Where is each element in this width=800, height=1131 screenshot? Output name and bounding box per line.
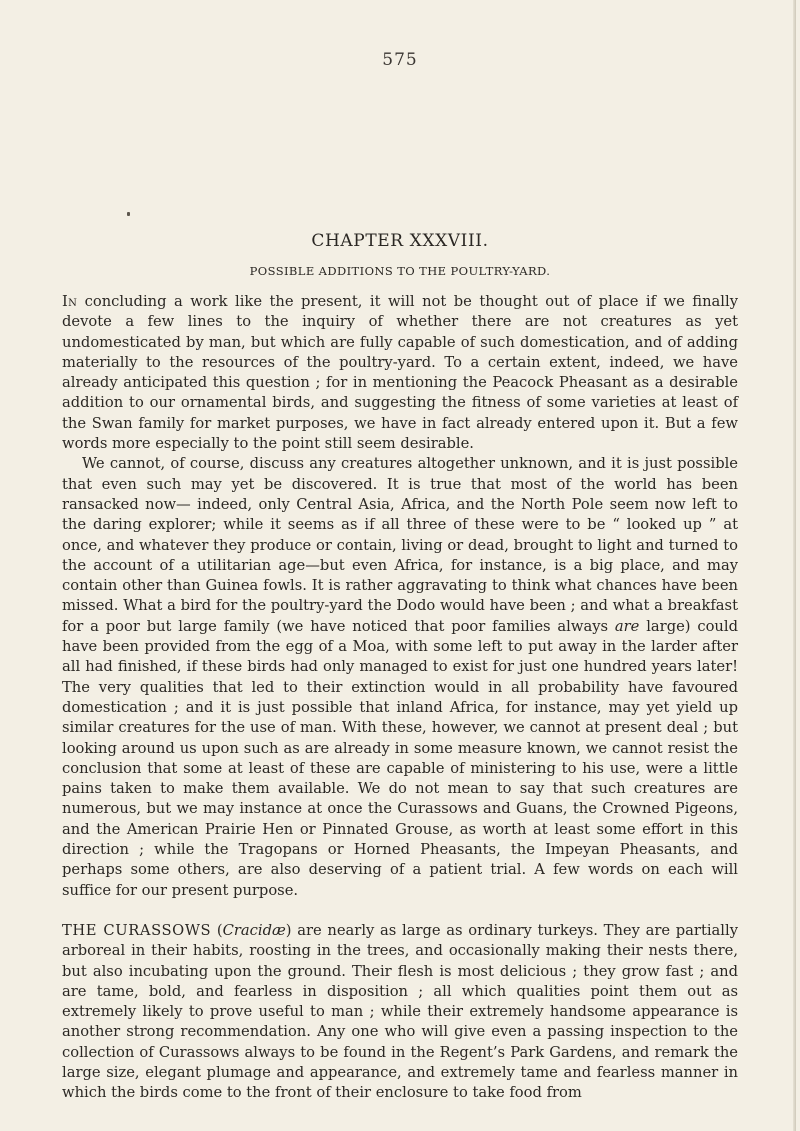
paragraph-curassows: [62, 921, 738, 1104]
paragraph-text: ) are nearly as large as ordinary turkeys. They are partially arboreal in their habits, roosting in the trees, and occasionally making their nests there, but also incubating upon the ground. Their flesh is most delicious ; they grow fast ; and are tame, bold, and fearless in disposition ; all which qualities point them out as extremely likely to prove useful to man ; while their extremely handsome appearance is another strong recommendation. Any one who will give even a passing inspection to the collection of Curassows always to be found in the Regent’s Park Gardens, and remark the large size, elegant plumage and appearance, and extremely tame and fearless manner in which the birds come to the front of their enclosure to take food from: [62, 921, 738, 1102]
body-text: [62, 292, 738, 1104]
section-heading-inline: THE CURASSOWS: [62, 921, 212, 939]
paragraph-text: large) could have been provided from the egg of a Moa, with some left to put away in the larder after all had finished, if these birds had only managed to exist for just one hundred years later! The very qualities that led to their extinction would in all probability have favoured domestication ; and it is just possible that inland Africa, for instance, may yet yield up similar creatures for the use of man. With these, however, we cannot at present deal ; but looking around us upon such as are already in some measure known, we cannot resist the conclusion that some at least of these are capable of ministering to his use, were a little pains taken to make them available. We do not mean to say that such creatures are numerous, but we may instance at once the Curassows and Guans, the Crowned Pigeons, and the American Prairie Hen or Pinnated Grouse, as worth at least some effort in this direction ; while the Tragopans or Horned Pheasants, the Impeyan Pheasants, and perhaps some others, are also deserving of a patient trial. A few words on each will suffice for our present purpose.: [62, 617, 738, 899]
paragraph-text: concluding a work like the present, it will not be thought out of place if we finally devote a few lines to the inquiry of whether there are not creatures as yet undomesticated by man, but which are fully capable of such domestication, and of adding materially to the resources of the poultry-yard. To a certain extent, indeed, we have already anticipated this question ; for in mentioning the Peacock Pheasant as a desirable addition to our ornamental birds, and suggesting the fitness of some varieties at least of the Swan family for market purposes, we have in fact already entered upon it. But a few words more especially to the point still seem desirable.: [62, 293, 738, 453]
ink-speck: [127, 212, 130, 216]
italic-latin-name: Cracidæ: [222, 921, 286, 939]
chapter-title: CHAPTER XXXVIII.: [311, 231, 489, 251]
paragraph-text: We cannot, of course, discuss any creatures altogether unknown, and it is just possible that even such may yet be discovered. It is true that most of the world has been ransacked now— indeed, only Central Asia, Africa, and the North Pole seem now left to the daring explorer; while it seems as if all three of these were to be “ looked up ” at once, and whatever they produce or contain, living or dead, brought to light and turned to the account of a utilitarian age—but even Africa, for instance, is a big place, and may contain other than Guinea fowls. It is rather aggravating to think what chances have been missed. What a bird for the poultry-yard the Dodo would have been ; and what a breakfast for a poor but large family (we have noticed that poor families always: [62, 455, 738, 635]
section-gap: [62, 901, 738, 921]
paragraph-discussion: [62, 454, 738, 901]
paragraph-intro: [62, 292, 738, 454]
page-edge-shadow: [793, 0, 796, 1131]
paragraph-text: (: [211, 921, 223, 939]
paragraph-lead-word: In: [62, 293, 78, 310]
page-number: 575: [382, 50, 418, 70]
chapter-subtitle: POSSIBLE ADDITIONS TO THE POULTRY-YARD.: [249, 264, 551, 278]
italic-word: are: [614, 617, 640, 635]
